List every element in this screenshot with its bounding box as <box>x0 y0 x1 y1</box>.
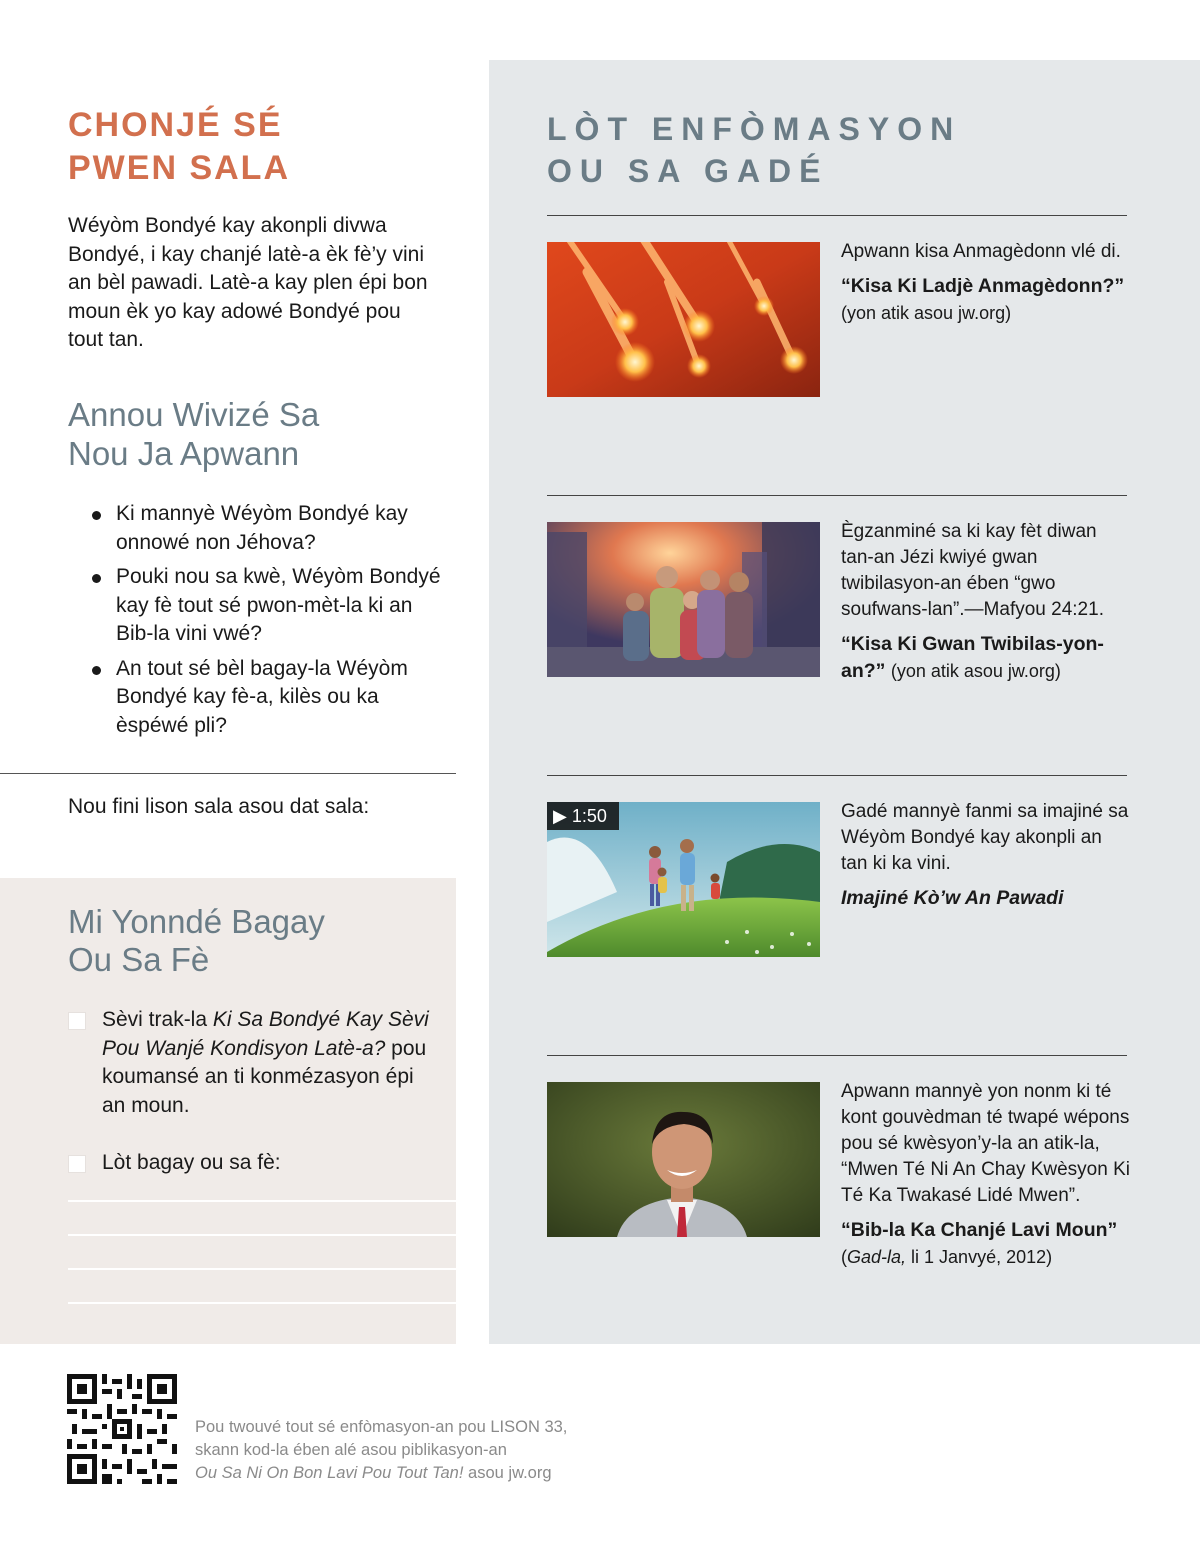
divider <box>0 773 456 774</box>
more-info-title: LÒT ENFÒMASYON OU SA GADÉ <box>547 111 962 189</box>
play-icon: ▶ <box>553 806 567 826</box>
resource-1-note: (yon atik asou jw.org) <box>841 303 1012 323</box>
meteors-image[interactable] <box>547 242 820 397</box>
divider <box>547 775 1127 776</box>
resource-2-note: (yon atik asou jw.org) <box>890 661 1061 681</box>
review-question <box>90 655 450 741</box>
resource-1-desc: Apwann kisa Anmagèdonn vlé di. <box>841 241 1121 262</box>
resource-1 <box>841 239 1131 327</box>
resource-4-desc: Apwann mannyè yon nonm ki té kont gouvèdman té twapé wépons pou sé kwèsyon’y-la an atik-la, “Mwen Té Ni An Chay Kwèsyon Ki Té Ka Twakasé Lidé Mwen”. <box>841 1081 1130 1206</box>
family-tribulation-illustration <box>547 522 820 677</box>
review-question-text: Pouki nou sa kwè, Wéyòm Bondyé kay fè tout sé pwon-mèt-la ki an Bib-la vini vwé? <box>116 565 441 645</box>
divider <box>547 215 1127 216</box>
lesson-finished-label: Nou fini lison sala asou dat sala: <box>68 795 370 818</box>
resource-4-link-title[interactable]: “Bib-la Ka Chanjé Lavi Moun” <box>841 1219 1118 1241</box>
publication-title[interactable]: Ou Sa Ni On Bon Lavi Pou Tout Tan! <box>195 1464 464 1482</box>
tract-title: Ki Sa Bondyé Kay Sèvi Pou Wanjé Kondisyon Latè-a? <box>102 1008 429 1060</box>
divider <box>547 495 1127 496</box>
summary-text: Wéyòm Bondyé kay akonpli divwa Bondyé, i kay chanjé latè-a èk fè’y vini an bèl pawadi. Latè-a kay plen épi bon moun èk yo kay adowé Bondyé pou tout tan. <box>68 214 428 351</box>
write-line[interactable] <box>68 1234 456 1236</box>
tribulation-image[interactable] <box>547 522 820 677</box>
qr-code-graphic <box>67 1374 177 1484</box>
video-duration-badge <box>547 802 619 830</box>
summary-title: CHONJÉ SÉ PWEN SALA <box>68 106 290 187</box>
review-question <box>90 563 450 649</box>
task-checkbox[interactable] <box>68 1012 86 1030</box>
magazine-title: Gad-la, <box>847 1247 907 1267</box>
resource-1-link[interactable] <box>841 273 1131 327</box>
footer-line-2: skann kod-la ében alé asou piblikasyon-an <box>195 1441 507 1459</box>
smiling-man-illustration <box>547 1082 820 1237</box>
resource-2-link[interactable] <box>841 631 1131 685</box>
task-item-1-suffix: pou koumansé an ti konmézasyon épi an moun. <box>102 1036 427 1117</box>
resource-1-link-title[interactable]: “Kisa Ki Ladjè Anmagèdonn?” <box>841 275 1125 297</box>
resource-2 <box>841 519 1131 685</box>
resource-3-link[interactable]: Imajiné Kò’w An Pawadi <box>841 887 1064 909</box>
paradise-video-thumbnail[interactable] <box>547 802 820 957</box>
bullet-icon <box>92 574 101 583</box>
resource-3-desc: Gadé mannyè fanmi sa imajiné sa Wéyòm Bondyé kay akonpli an tan ki ka vini. <box>841 801 1129 874</box>
write-line[interactable] <box>68 1200 456 1202</box>
resource-2-desc: Ègzanminé sa ki kay fèt diwan tan-an Jézi kwiyé gwan twibilasyon-an ében “gwo soufwans-lan”.—Mafyou 24:21. <box>841 521 1104 620</box>
task-item-1 <box>102 1006 432 1120</box>
footer-site: asou jw.org <box>463 1464 552 1482</box>
bullet-icon <box>92 666 101 675</box>
video-duration: 1:50 <box>571 806 607 826</box>
footer-text <box>195 1416 655 1485</box>
review-question <box>90 500 450 557</box>
footer-line-1: Pou twouvé tout sé enfòmasyon-an pou LISON 33, <box>195 1418 568 1436</box>
portrait-image[interactable] <box>547 1082 820 1237</box>
write-line[interactable] <box>68 1268 456 1270</box>
review-questions-list <box>90 500 450 746</box>
task-item-1-prefix: Sèvi trak-la <box>102 1008 213 1031</box>
review-question-text: Ki mannyè Wéyòm Bondyé kay onnowé non Jéhova? <box>116 502 408 554</box>
task-item-2: Lòt bagay ou sa fè: <box>102 1151 281 1174</box>
divider <box>547 1055 1127 1056</box>
task-checkbox[interactable] <box>68 1155 86 1173</box>
review-title: Annou Wivizé Sa Nou Ja Apwann <box>68 396 320 472</box>
footer-line-3 <box>195 1462 655 1485</box>
resource-4-link[interactable] <box>841 1217 1131 1271</box>
write-line[interactable] <box>68 1302 456 1304</box>
meteors-illustration <box>547 242 820 397</box>
resource-3 <box>841 799 1131 911</box>
review-question-text: An tout sé bèl bagay-la Wéyòm Bondyé kay fè-a, kilès ou ka èspéwé pli? <box>116 656 408 737</box>
resource-4-note: (Gad-la, li 1 Janvyé, 2012) <box>841 1247 1053 1267</box>
resource-4 <box>841 1079 1131 1271</box>
qr-code-icon[interactable] <box>67 1374 177 1484</box>
resource-2-link-title[interactable]: “Kisa Ki Gwan Twibilas-yon-an?” <box>841 633 1104 682</box>
task-title: Mi Yonndé Bagay Ou Sa Fè <box>68 903 325 978</box>
bullet-icon <box>92 511 101 520</box>
